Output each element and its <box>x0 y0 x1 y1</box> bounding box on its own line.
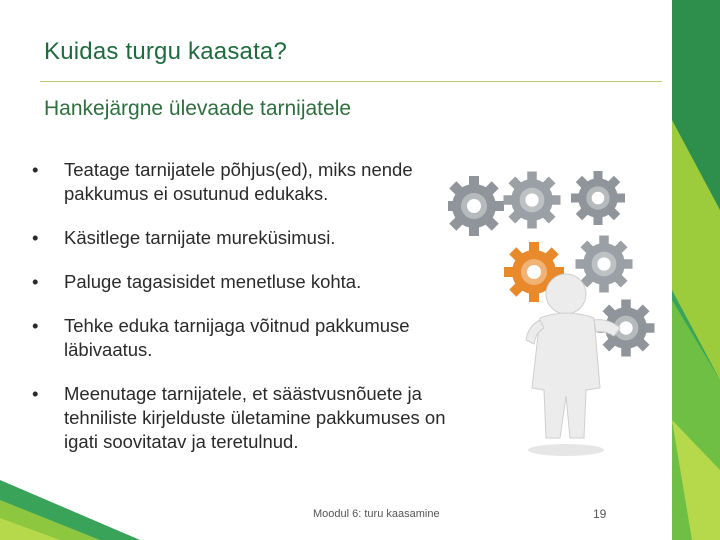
right-decorative-bar <box>672 0 720 540</box>
gear-icon <box>576 236 633 293</box>
bullet-dot: • <box>32 383 39 404</box>
slide-subtitle: Hankejärgne ülevaade tarnijatele <box>44 97 352 120</box>
bullet-dot: • <box>32 159 39 180</box>
bullet-text: Tehke eduka tarnijaga võitnud pakkumuse läbivaatus. <box>64 315 410 360</box>
bullet-text: Teatage tarnijatele põhjus(ed), miks nende pakkumus ei osutunud edukaks. <box>64 159 413 204</box>
figure-icon <box>526 274 620 438</box>
bottom-left-swoosh <box>0 470 150 540</box>
bullet-dot: • <box>32 227 39 248</box>
bullet-text: Meenutage tarnijatele, et säästvusnõuete ja tehniliste kirjelduste ületamine pakkumuses on igati soovitatav ja teretulnud. <box>64 383 446 452</box>
bullet-dot: • <box>32 315 39 336</box>
bullet-item <box>28 382 468 454</box>
page-number: 19 <box>593 507 607 521</box>
footer-text: Moodul 6: turu kaasamine <box>313 508 440 520</box>
gear-icon <box>571 171 625 225</box>
bullet-text: Käsitlege tarnijate mureküsimusi. <box>64 227 336 248</box>
bullet-item <box>28 158 468 206</box>
bullet-item <box>28 314 468 362</box>
bullet-text: Paluge tagasisidet menetluse kohta. <box>64 271 362 292</box>
title-divider <box>40 81 662 82</box>
gear-icon <box>448 176 504 236</box>
bullet-item <box>28 270 468 294</box>
slide-title: Kuidas turgu kaasata? <box>44 38 288 65</box>
bullet-item <box>28 226 468 250</box>
bullet-list <box>28 158 468 474</box>
bullet-dot: • <box>32 271 39 292</box>
gears-illustration <box>448 168 670 460</box>
gear-icon <box>504 172 561 229</box>
